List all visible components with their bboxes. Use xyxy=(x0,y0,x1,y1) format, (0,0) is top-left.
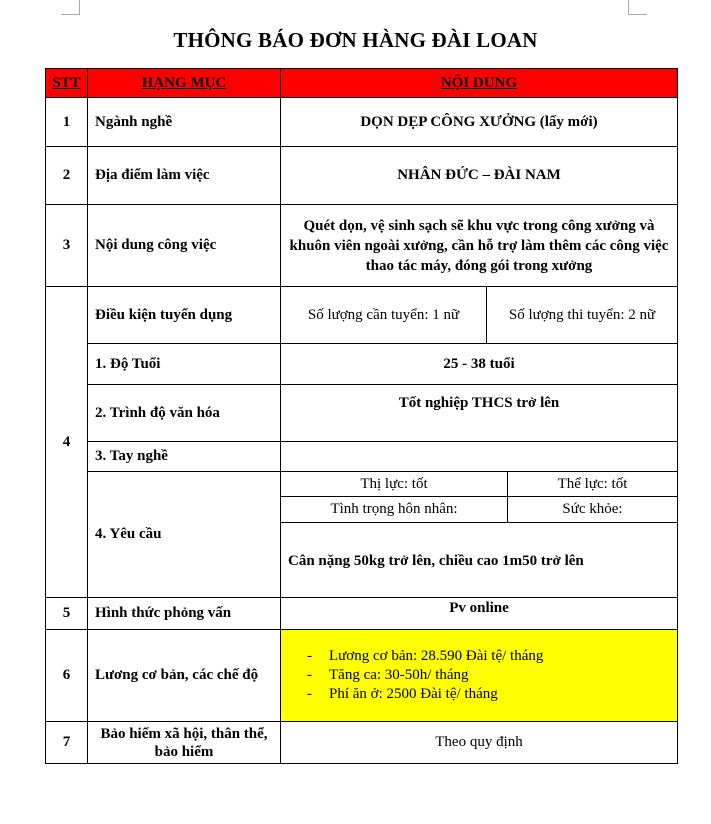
table-row xyxy=(46,598,678,630)
salary-bullet-overtime: - Tăng ca: 30-50h/ tháng xyxy=(307,666,677,685)
quantity-needed: Số lượng cần tuyển: 1 nữ xyxy=(307,306,460,323)
requirements-cell xyxy=(281,472,678,598)
table-row xyxy=(46,344,678,385)
table-row xyxy=(46,442,678,472)
table-header-row xyxy=(46,69,678,98)
row-value-age: 25 - 38 tuổi xyxy=(281,344,678,385)
header-content: NỘI DUNG xyxy=(281,69,678,98)
row-item-location: Địa điểm làm việc xyxy=(88,147,281,205)
row-stt: 6 xyxy=(46,630,88,722)
salary-bullet-base: - Lương cơ bản: 28.590 Đài tệ/ tháng xyxy=(307,647,677,666)
salary-list xyxy=(281,647,677,704)
row-value-job-description: Quét dọn, vệ sinh sạch sẽ khu vực trong công xưởng và khuôn viên ngoài xưởng, cần hỗ trợ làm thêm các công việc thao tác máy, đóng gói trong xưởng xyxy=(281,205,678,287)
header-stt: STT xyxy=(46,69,88,98)
table-row xyxy=(46,722,678,764)
requirement-health: Sức khỏe: xyxy=(508,497,678,523)
row-stt: 7 xyxy=(46,722,88,764)
table-row xyxy=(46,630,678,722)
row-value-skill xyxy=(281,442,678,472)
row-item-age: 1. Độ Tuổi xyxy=(88,344,281,385)
quantity-exam: Số lượng thi tuyển: 2 nữ xyxy=(487,287,678,343)
table-row xyxy=(46,147,678,205)
salary-bullet-food-housing: - Phí ăn ở: 2500 Đài tệ/ tháng xyxy=(307,685,677,704)
row-item-salary: Lương cơ bản, các chế độ xyxy=(88,630,281,722)
requirement-marital: Tình trọng hôn nhân: xyxy=(281,497,508,523)
table-row xyxy=(46,205,678,287)
row-item-requirements: 4. Yêu cầu xyxy=(88,472,281,598)
row-stt: 2 xyxy=(46,147,88,205)
row-item-skill: 3. Tay nghề xyxy=(88,442,281,472)
table-row xyxy=(46,98,678,147)
row-value-interview: Pv online xyxy=(281,598,678,630)
row-stt: 5 xyxy=(46,598,88,630)
table-row xyxy=(46,472,678,598)
row-value-insurance: Theo quy định xyxy=(281,722,678,764)
requirement-physical: Thể lực: tốt xyxy=(508,472,678,497)
page-corner-marker-left xyxy=(61,0,80,15)
row-item-conditions: Điều kiện tuyển dụng xyxy=(88,287,281,344)
row-item-industry: Ngành nghề xyxy=(88,98,281,147)
row-value-education: Tốt nghiệp THCS trở lên xyxy=(281,385,678,442)
row-stt: 1 xyxy=(46,98,88,147)
document-title: THÔNG BÁO ĐƠN HÀNG ĐÀI LOAN xyxy=(173,28,538,52)
table-row xyxy=(46,385,678,442)
page-corner-marker-right xyxy=(628,0,647,15)
table-row xyxy=(46,287,678,344)
row-value-location: NHÂN ĐỨC – ĐÀI NAM xyxy=(281,147,678,205)
requirement-body: Cân nặng 50kg trở lên, chiều cao 1m50 trở lên xyxy=(288,552,584,569)
row-item-insurance: Bảo hiểm xã hội, thân thể, bảo hiểm xyxy=(88,722,281,764)
order-table xyxy=(45,68,678,764)
row-stt: 3 xyxy=(46,205,88,287)
requirement-eyesight: Thị lực: tốt xyxy=(281,472,508,497)
conditions-cell xyxy=(281,287,678,344)
row-item-interview: Hình thức phỏng vấn xyxy=(88,598,281,630)
salary-cell xyxy=(281,630,678,722)
row-value-industry: DỌN DẸP CÔNG XƯỞNG (lấy mới) xyxy=(281,98,678,147)
row-item-education: 2. Trình độ văn hóa xyxy=(88,385,281,442)
header-item: HẠNG MỤC xyxy=(88,69,281,98)
row-item-job-description: Nội dung công việc xyxy=(88,205,281,287)
row-stt: 4 xyxy=(46,287,88,598)
